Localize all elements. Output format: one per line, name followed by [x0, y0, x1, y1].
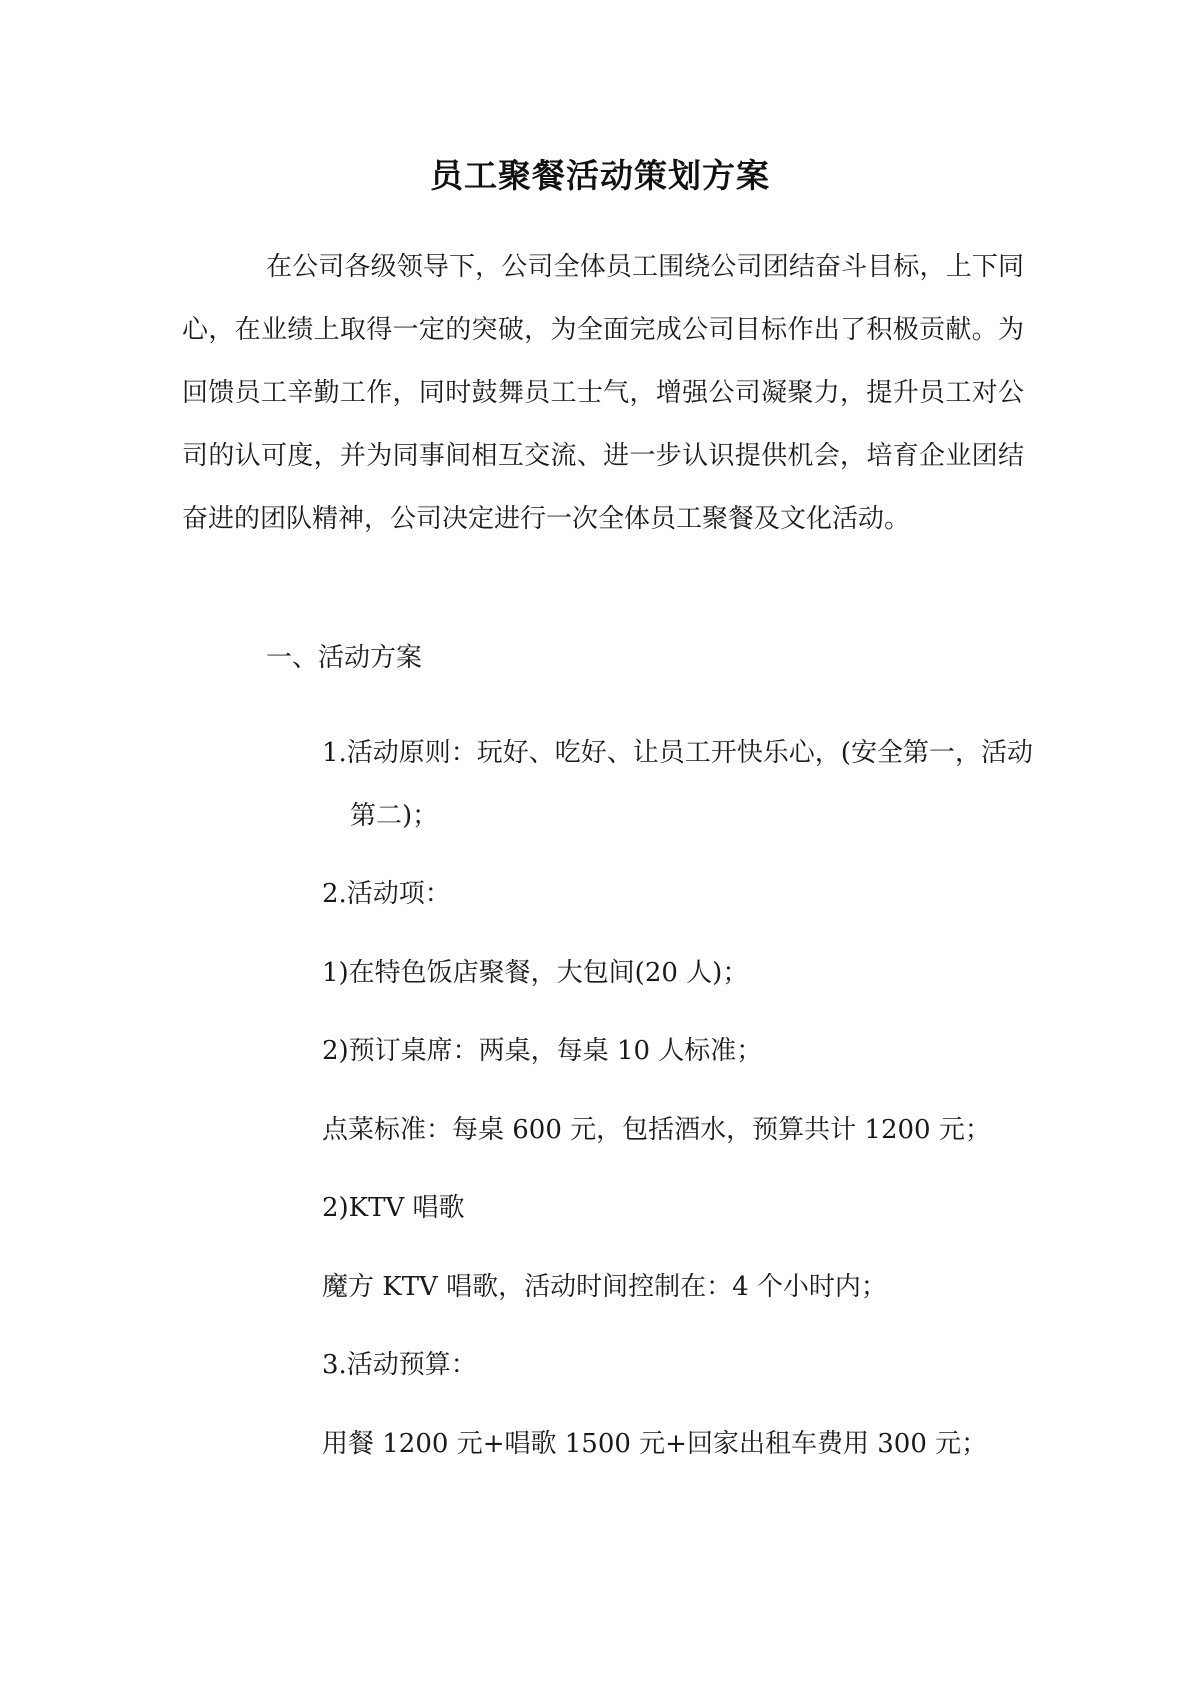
budget-detail: 用餐 1200 元+唱歌 1500 元+回家出租车费用 300 元；	[322, 1429, 988, 1459]
activity-item-tables: 2)预订桌席：两桌，每桌 10 人标准；	[322, 1036, 763, 1066]
ktv-detail: 魔方 KTV 唱歌，活动时间控制在：4 个小时内；	[322, 1272, 887, 1302]
activity-principle: 1.活动原则：玩好、吃好、让员工开快乐心，(安全第一，活动第二)；	[322, 738, 1033, 831]
activity-item-ktv: 2)KTV 唱歌	[322, 1193, 465, 1223]
document-title: 员工聚餐活动策划方案	[430, 156, 770, 195]
activity-items-heading: 2.活动项：	[322, 879, 451, 909]
intro-paragraph: 在公司各级领导下，公司全体员工围绕公司团结奋斗目标，上下同心，在业绩上取得一定的突破，为全面完成公司目标作出了积极贡献。为回馈员工辛勤工作，同时鼓舞员工士气，增强公司凝聚力，提升员工对公司的认可度，并为同事间相互交流、进一步认识提供机会，培育企业团结奋进的团队精神，公司决定进行一次全体员工聚餐及文化活动。	[182, 252, 1024, 534]
menu-standard: 点菜标准：每桌 600 元，包括酒水，预算共计 1200 元；	[322, 1115, 991, 1145]
activity-item-dinner: 1)在特色饭店聚餐，大包间(20 人)；	[322, 958, 749, 988]
section-heading-activity-plan: 一、活动方案	[266, 643, 423, 673]
budget-heading: 3.活动预算：	[322, 1350, 477, 1380]
